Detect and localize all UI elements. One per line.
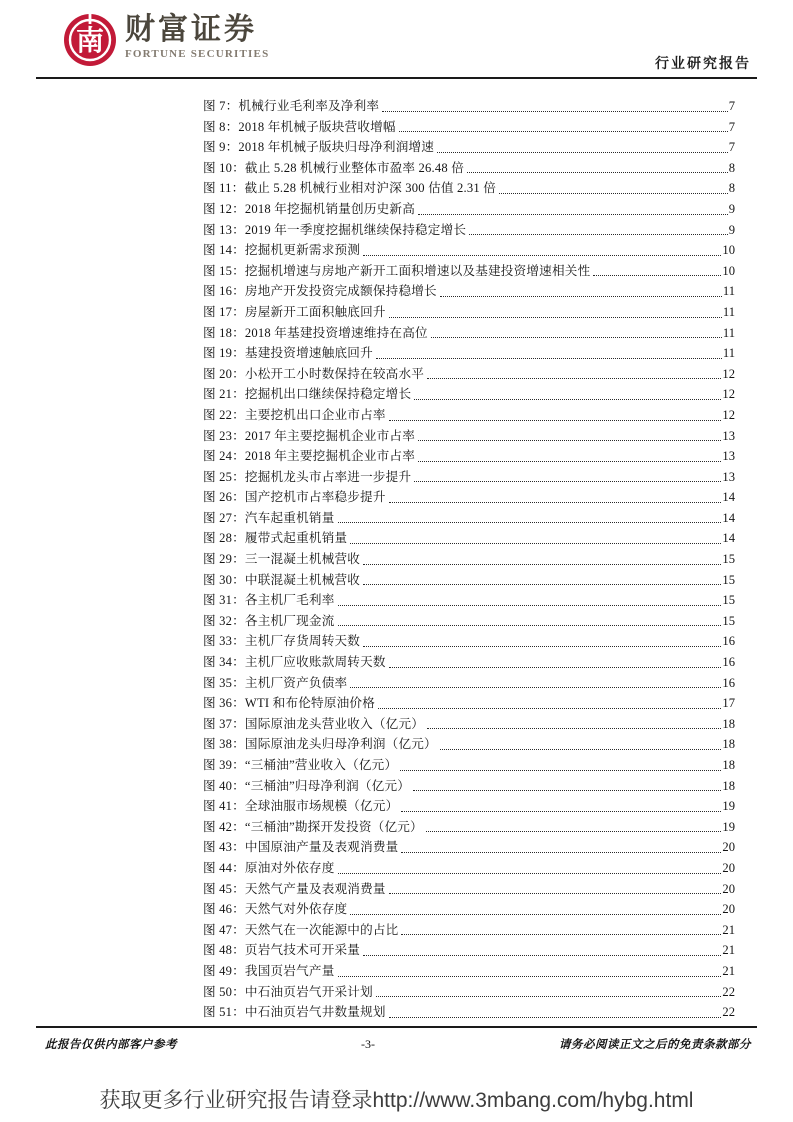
toc-item-page: 15 [722,613,735,628]
toc-item [203,569,735,590]
toc-item-page: 11 [722,325,735,340]
toc-dot-leader [469,218,728,236]
fortune-seal-icon [63,13,117,67]
toc-item-label: 图 12：2018 年挖掘机销量创历史新高 [203,201,415,216]
toc-item-page: 13 [722,469,735,484]
toc-item-page: 9 [728,222,735,237]
fortune-securities-logo [63,13,753,67]
toc-dot-leader [413,774,721,792]
toc-item-page: 22 [722,1005,735,1020]
toc-item-page: 16 [722,655,735,670]
toc-item-page: 18 [722,737,735,752]
toc-item [203,733,735,754]
toc-dot-leader [431,321,722,339]
toc-item [203,383,735,404]
toc-item [203,527,735,548]
toc-item-label: 图 39：“三桶油”营业收入（亿元） [203,758,398,772]
toc-item-page: 11 [722,304,735,319]
toc-item-page: 8 [728,160,735,175]
toc-item [203,239,735,260]
toc-item [203,280,735,301]
toc-dot-leader [338,959,722,977]
toc-item-label: 图 33：主机厂存货周转天数 [203,634,361,649]
toc-item-page: 11 [722,284,735,299]
toc-dot-leader [440,732,722,750]
toc-item-page: 7 [728,119,735,134]
toc-item [203,507,735,528]
toc-item [203,692,735,713]
toc-dot-leader [440,279,722,297]
toc-item-page: 18 [722,758,735,772]
report-type-label: 行业研究报告 [655,57,751,72]
page-number: -3- [361,1037,375,1051]
toc-dot-leader [389,650,722,668]
toc-item [203,157,735,178]
toc-item-label: 图 13：2019 年一季度挖掘机继续保持稳定增长 [203,222,467,237]
toc-item-label: 图 16：房地产开发投资完成额保持稳增长 [203,284,437,299]
toc-item-page: 17 [722,696,735,711]
toc-item [203,363,735,384]
toc-item [203,857,735,878]
toc-item-page: 12 [722,366,735,381]
toc-item [203,775,735,796]
toc-item-page: 7 [728,99,735,113]
toc-item-page: 12 [722,407,735,422]
toc-item [203,816,735,837]
page-footer [45,1036,751,1052]
toc-item-page: 22 [722,984,735,999]
toc-item-label: 图 19：基建投资增速触底回升 [203,346,373,361]
toc-item [203,836,735,857]
toc-item-page: 21 [722,943,735,958]
toc-item-label: 图 38：国际原油龙头归母净利润（亿元） [203,737,437,752]
toc-dot-leader [363,629,721,647]
toc-item-page: 20 [722,881,735,896]
toc-item [203,878,735,899]
toc-item-label: 图 49：我国页岩气产量 [203,963,335,978]
toc-dot-leader [499,176,728,194]
toc-dot-leader [389,1000,722,1018]
toc-item-page: 13 [722,428,735,443]
toc-dot-leader [418,424,721,442]
toc-item-page: 7 [728,140,735,155]
toc-item-label: 图 23：2017 年主要挖掘机企业市占率 [203,428,415,443]
toc-dot-leader [593,259,721,277]
brand-name-cn: 财富证券 [125,13,257,46]
brand-text [125,13,269,61]
toc-dot-leader [427,362,721,380]
toc-dot-leader [350,526,721,544]
toc-item-label: 图 17：房屋新开工面积触底回升 [203,304,386,319]
toc-item-label: 图 43：中国原油产量及表观消费量 [203,840,399,855]
footer-right-note: 请务必阅读正文之后的免责条款部分 [559,1039,751,1051]
toc-item-label: 图 7：机械行业毛利率及净利率 [203,99,380,113]
toc-dot-leader [401,835,721,853]
header-divider [36,77,757,79]
toc-item-label: 图 8：2018 年机械子版块营收增幅 [203,119,396,134]
toc-dot-leader [414,382,721,400]
footer-left-note: 此报告仅供内部客户参考 [45,1039,177,1051]
toc-item-page: 14 [722,510,735,525]
brand-name-en: FORTUNE SECURITIES [125,48,270,60]
toc-item-page: 8 [728,181,735,196]
toc-item [203,548,735,569]
toc-item-label: 图 32：各主机厂现金流 [203,613,335,628]
page-header [63,13,753,77]
toc-item-label: 图 30：中联混凝土机械营收 [203,572,361,587]
toc-item [203,1001,735,1022]
toc-item-page: 18 [722,778,735,793]
toc-item [203,672,735,693]
toc-item-page: 10 [722,243,735,258]
toc-item-label: 图 11：截止 5.28 机械行业相对沪深 300 估值 2.31 倍 [203,181,497,196]
toc-item-label: 图 40：“三桶油”归母净利润（亿元） [203,778,411,793]
toc-item-page: 20 [722,840,735,855]
toc-dot-leader [376,980,722,998]
toc-item-page: 11 [722,346,735,361]
toc-item [203,919,735,940]
toc-item [203,589,735,610]
toc-item-label: 图 45：天然气产量及表观消费量 [203,881,386,896]
toc-item-label: 图 10：截止 5.28 机械行业整体市盈率 26.48 倍 [203,160,465,175]
toc-item [203,198,735,219]
download-banner-text: 获取更多行业研究报告请登录http://www.3mbang.com/hybg.html [99,1089,694,1112]
toc-dot-leader [338,856,722,874]
toc-item-label: 图 36：WTI 和布伦特原油价格 [203,696,376,711]
toc-item-label: 图 50：中石油页岩气开采计划 [203,984,373,999]
toc-item-label: 图 46：天然气对外依存度 [203,902,348,917]
toc-item-page: 14 [722,531,735,546]
toc-item [203,116,735,137]
toc-dot-leader [399,115,728,133]
toc-item-label: 图 34：主机厂应收账款周转天数 [203,655,386,670]
toc-item-label: 图 25：挖掘机龙头市占率进一步提升 [203,469,412,484]
toc-dot-leader [350,897,721,915]
toc-dot-leader [389,403,722,421]
toc-item-page: 14 [722,490,735,505]
toc-item [203,136,735,157]
toc-item [203,960,735,981]
toc-dot-leader [426,815,722,833]
toc-dot-leader [467,156,728,174]
footer-divider [36,1026,757,1028]
toc-dot-leader [363,938,721,956]
toc-item [203,425,735,446]
toc-dot-leader [389,485,722,503]
toc-item-label: 图 44：原油对外依存度 [203,860,335,875]
toc-item-label: 图 42：“三桶油”勘探开发投资（亿元） [203,819,423,834]
toc-item-label: 图 28：履带式起重机销量 [203,531,348,546]
toc-item [203,630,735,651]
toc-item-page: 16 [722,675,735,690]
toc-item [203,322,735,343]
toc-item-page: 15 [722,572,735,587]
toc-item-label: 图 37：国际原油龙头营业收入（亿元） [203,716,425,731]
toc-item-page: 9 [728,201,735,216]
toc-item [203,342,735,363]
toc-item [203,486,735,507]
toc-item-label: 图 31：各主机厂毛利率 [203,593,335,608]
toc-item-label: 图 41：全球油服市场规模（亿元） [203,799,399,814]
toc-item [203,260,735,281]
toc-dot-leader [389,300,722,318]
toc-item [203,445,735,466]
toc-dot-leader [427,712,721,730]
svg-text:南: 南 [75,26,105,57]
toc-item [203,981,735,1002]
toc-dot-leader [338,506,722,524]
toc-item-label: 图 27：汽车起重机销量 [203,510,335,525]
toc-item [203,754,735,775]
toc-dot-leader [401,918,721,936]
toc-item-page: 12 [722,387,735,402]
toc-dot-leader [376,341,722,359]
toc-dot-leader [389,877,722,895]
toc-dot-leader [363,547,721,565]
toc-dot-leader [350,671,721,689]
toc-item-label: 图 15：挖掘机增速与房地产新开工面积增速以及基建投资增速相关性 [203,263,591,278]
toc-dot-leader [378,691,721,709]
toc-item-page: 20 [722,902,735,917]
toc-dot-leader [363,568,721,586]
toc-item-label: 图 26：国产挖机市占率稳步提升 [203,490,386,505]
toc-item [203,466,735,487]
toc-dot-leader [338,588,722,606]
toc-item [203,898,735,919]
toc-dot-leader [401,794,721,812]
toc-item-page: 19 [722,819,735,834]
toc-item-label: 图 47：天然气在一次能源中的占比 [203,922,399,937]
toc-item-page: 15 [722,552,735,567]
toc-dot-leader [338,609,722,627]
toc-dot-leader [382,94,728,112]
toc-list [203,95,735,1022]
toc-item-page: 19 [722,799,735,814]
toc-item [203,301,735,322]
toc-item [203,177,735,198]
toc-item-label: 图 21：挖掘机出口继续保持稳定增长 [203,387,412,402]
toc-item-label: 图 48：页岩气技术可开采量 [203,943,361,958]
toc-item [203,713,735,734]
toc-item [203,95,735,116]
toc-item [203,939,735,960]
toc-item [203,404,735,425]
toc-item-page: 13 [722,449,735,464]
toc-dot-leader [418,197,728,215]
toc-item-page: 21 [722,922,735,937]
toc-dot-leader [400,753,721,771]
toc-item [203,219,735,240]
toc-item-page: 16 [722,634,735,649]
toc-item-page: 21 [722,963,735,978]
toc-item-label: 图 18：2018 年基建投资增速维持在高位 [203,325,428,340]
toc-item-page: 10 [722,263,735,278]
toc-dot-leader [414,465,721,483]
toc-item-label: 图 20：小松开工小时数保持在较高水平 [203,366,425,381]
toc-item-label: 图 22：主要挖机出口企业市占率 [203,407,386,422]
toc-item [203,610,735,631]
toc-item [203,651,735,672]
toc-item-label: 图 24：2018 年主要挖掘机企业市占率 [203,449,415,464]
toc-item [203,795,735,816]
toc-item-page: 20 [722,860,735,875]
toc-dot-leader [418,444,721,462]
toc-item-page: 18 [722,716,735,731]
toc-item-label: 图 29：三一混凝土机械营收 [203,552,361,567]
toc-dot-leader [363,238,721,256]
toc-item-label: 图 14：挖掘机更新需求预测 [203,243,361,258]
toc-item-label: 图 51：中石油页岩气井数量规划 [203,1005,386,1020]
toc-item-label: 图 35：主机厂资产负债率 [203,675,348,690]
toc-dot-leader [437,135,728,153]
toc-item-page: 15 [722,593,735,608]
toc-item-label: 图 9：2018 年机械子版块归母净利润增速 [203,140,435,155]
